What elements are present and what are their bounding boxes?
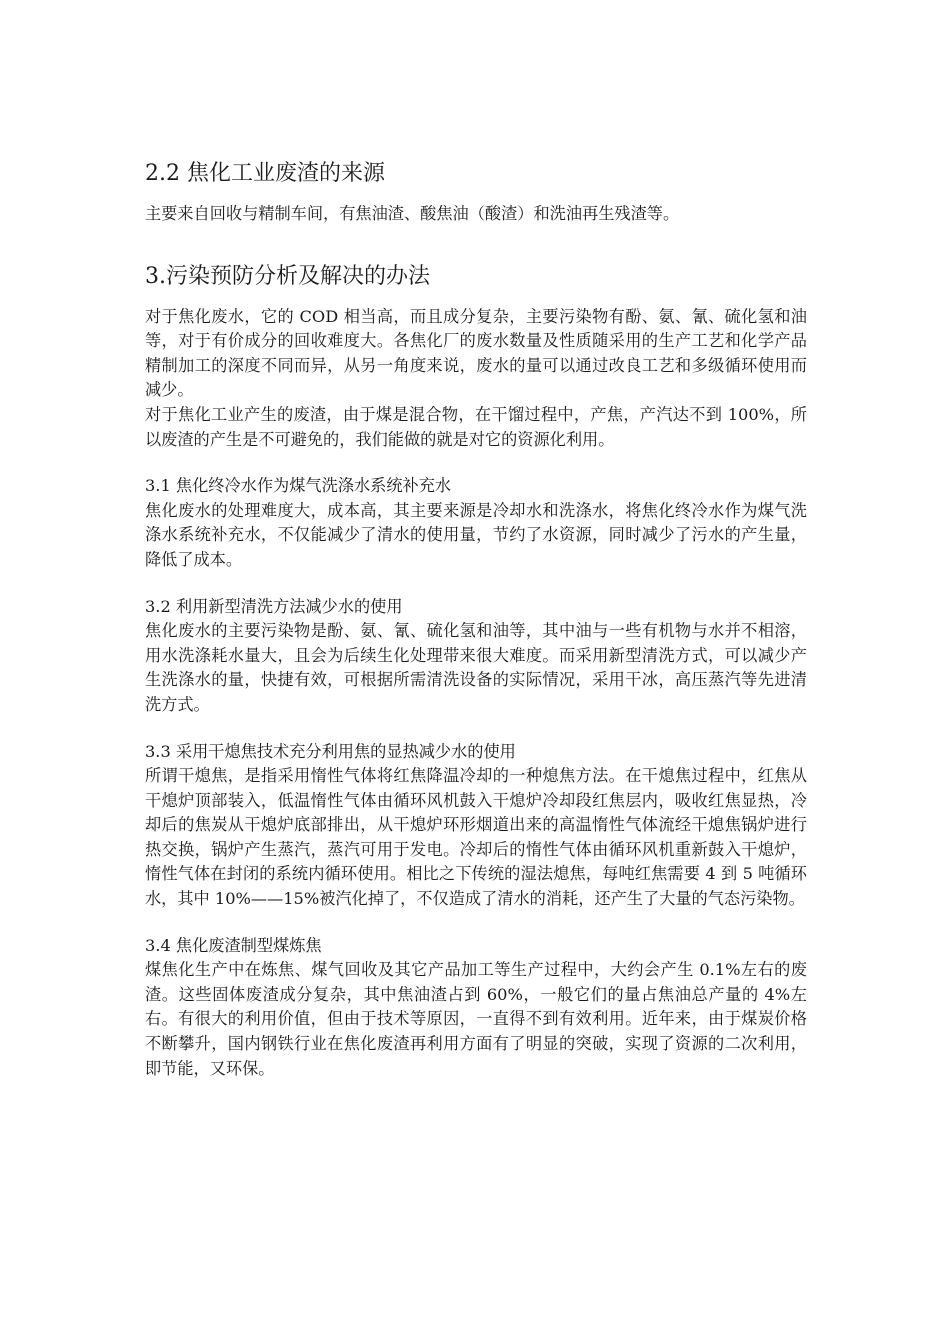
section-body-2-2: 主要来自回收与精制车间，有焦油渣、酸焦油（酸渣）和洗油再生残渣等。 xyxy=(145,204,680,223)
subsection-heading-3-2: 3.2 利用新型清洗方法减少水的使用 xyxy=(145,596,403,616)
subsection-body-3-3: 所谓干熄焦，是指采用惰性气体将红焦降温冷却的一种熄焦方法。在干熄焦过程中，红焦从干熄炉顶部装入，低温惰性气体由循环风机鼓入干熄炉冷却段红焦层内，吸收红焦显热，冷却后的焦炭从干熄炉底部排出，从干熄炉环形烟道出来的高温惰性气体流经干熄焦锅炉进行热交换，锅炉产生蒸汽，蒸汽可用于发电。冷却后的惰性气体由循环风机重新鼓入干熄炉，惰性气体在封闭的系统内循环使用。相比之下传统的湿法熄焦，每吨红焦需要 4 到 5 吨循环水，其中 10%——15%被汽化掉了，不仅造成了清水的消耗，还产生了大量的气态污染物。 xyxy=(145,766,807,909)
section-3-paragraph-1: 对于焦化废水，它的 COD 相当高，而且成分复杂，主要污染物有酚、氨、氰、硫化氢和油等，对于有价成分的回收难度大。各焦化厂的废水数量及性质随采用的生产工艺和化学产品精制加工的深度不同而异，从另一角度来说，废水的量可以通过改良工艺和多级循环使用而减少。 xyxy=(145,306,807,400)
subsection-heading-3-3: 3.3 采用干熄焦技术充分利用焦的显热减少水的使用 xyxy=(145,741,516,761)
subsection-heading-3-4: 3.4 焦化废渣制型煤炼焦 xyxy=(145,935,322,955)
subsection-body-3-2: 焦化废水的主要污染物是酚、氨、氰、硫化氢和油等，其中油与一些有机物与水并不相溶，用水洗涤耗水量大，且会为后续生化处理带来很大难度。而采用新型清洗方式，可以减少产生洗涤水的量，快捷有效，可根据所需清洗设备的实际情况，采用干冰，高压蒸汽等先进清洗方式。 xyxy=(145,621,807,714)
document-page xyxy=(145,158,807,1081)
subsection-body-3-4: 煤焦化生产中在炼焦、煤气回收及其它产品加工等生产过程中，大约会产生 0.1%左右的废渣。这些固体废渣成分复杂，其中焦油渣占到 60%，一般它们的量占焦油总产量的 4%左右。有很大的利用价值，但由于技术等原因，一直得不到有效利用。近年来，由于煤炭价格不断攀升，国内钢铁行业在焦化废渣再利用方面有了明显的突破，实现了资源的二次利用，即节能，又环保。 xyxy=(145,960,807,1078)
subsection-body-3-1: 焦化废水的处理难度大，成本高，其主要来源是冷却水和洗涤水，将焦化终冷水作为煤气洗涤水系统补充水，不仅能减少了清水的使用量，节约了水资源，同时减少了污水的产生量，降低了成本。 xyxy=(145,500,807,569)
section-3-paragraph-2: 对于焦化工业产生的废渣，由于煤是混合物，在干馏过程中，产焦，产汽达不到 100%，所以废渣的产生是不可避免的，我们能做的就是对它的资源化利用。 xyxy=(145,404,807,449)
subsection-heading-3-1: 3.1 焦化终冷水作为煤气洗涤水系统补充水 xyxy=(145,476,452,496)
section-heading-3: 3.污染预防分析及解决的办法 xyxy=(145,263,430,289)
section-heading-2-2: 2.2 焦化工业废渣的来源 xyxy=(145,161,385,186)
